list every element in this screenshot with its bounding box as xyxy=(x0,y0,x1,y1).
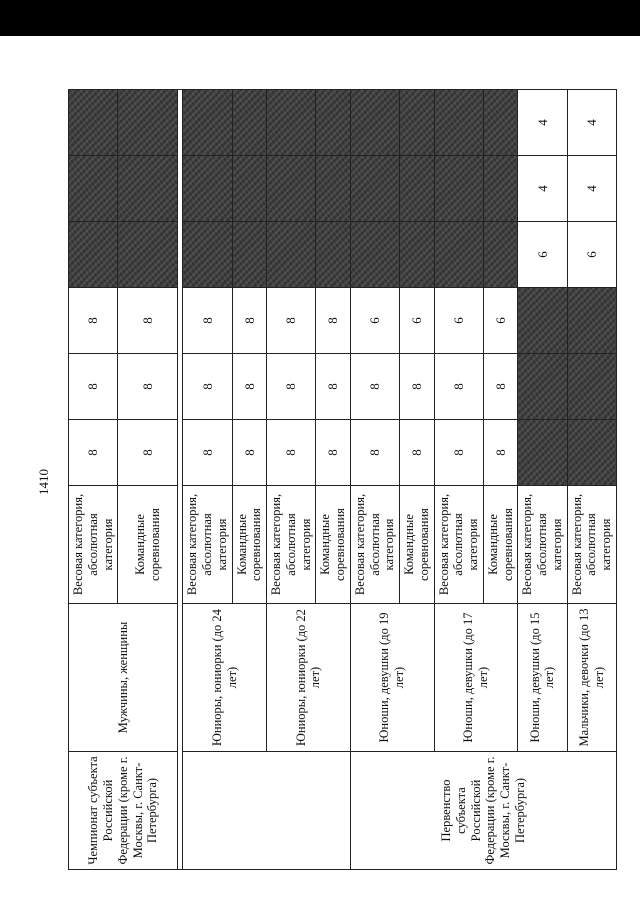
shaded-cell xyxy=(183,90,232,156)
shaded-cell xyxy=(183,222,232,288)
shaded-cell xyxy=(350,156,399,222)
discipline-cell: Весовая категория, абсолютная категория xyxy=(183,486,232,604)
value-cell: 8 xyxy=(400,354,435,420)
shaded-cell xyxy=(316,222,351,288)
discipline-cell: Командные соревнования xyxy=(118,486,178,604)
shaded-cell xyxy=(434,90,483,156)
group-cell: Юниоры, юниорки (до 24 лет) xyxy=(183,604,267,752)
shaded-cell xyxy=(483,90,518,156)
shaded-cell xyxy=(183,156,232,222)
value-cell: 6 xyxy=(483,288,518,354)
shaded-cell xyxy=(69,156,118,222)
discipline-cell: Весовая категория, абсолютная категория xyxy=(518,486,567,604)
value-cell: 8 xyxy=(316,420,351,486)
value-cell: 8 xyxy=(267,288,316,354)
shaded-cell xyxy=(434,222,483,288)
table-row xyxy=(350,90,399,870)
value-cell: 8 xyxy=(400,420,435,486)
shaded-cell xyxy=(518,354,567,420)
discipline-cell: Весовая категория, абсолютная категория xyxy=(69,486,118,604)
value-cell: 4 xyxy=(518,156,567,222)
value-cell: 8 xyxy=(316,288,351,354)
value-cell: 8 xyxy=(483,420,518,486)
table-row xyxy=(69,90,118,870)
value-cell: 6 xyxy=(400,288,435,354)
shaded-cell xyxy=(69,90,118,156)
value-cell: 6 xyxy=(434,288,483,354)
shaded-cell xyxy=(118,222,178,288)
shaded-cell xyxy=(350,90,399,156)
group-cell: Мужчины, женщины xyxy=(69,604,178,752)
value-cell: 8 xyxy=(267,354,316,420)
discipline-cell: Весовая категория, абсолютная категория xyxy=(350,486,399,604)
scan-top-border xyxy=(0,0,640,36)
rotated-table-container xyxy=(68,90,613,870)
shaded-cell xyxy=(232,90,267,156)
value-cell: 6 xyxy=(567,222,616,288)
value-cell: 8 xyxy=(69,420,118,486)
value-cell: 8 xyxy=(350,354,399,420)
value-cell: 8 xyxy=(350,420,399,486)
shaded-cell xyxy=(518,420,567,486)
value-cell: 8 xyxy=(118,354,178,420)
shaded-cell xyxy=(518,288,567,354)
shaded-cell xyxy=(267,90,316,156)
group-cell: Юноши, девушки (до 15 лет) xyxy=(518,604,567,752)
shaded-cell xyxy=(400,156,435,222)
group-cell: Юноши, девушки (до 17 лет) xyxy=(434,604,518,752)
value-cell: 8 xyxy=(118,288,178,354)
shaded-cell xyxy=(567,288,616,354)
value-cell: 8 xyxy=(434,420,483,486)
value-cell: 4 xyxy=(567,156,616,222)
group-cell: Мальчики, девочки (до 13 лет) xyxy=(567,604,616,752)
discipline-cell: Командные соревнования xyxy=(316,486,351,604)
value-cell: 8 xyxy=(118,420,178,486)
shaded-cell xyxy=(118,90,178,156)
shaded-cell xyxy=(400,222,435,288)
discipline-cell: Командные соревнования xyxy=(232,486,267,604)
value-cell: 8 xyxy=(434,354,483,420)
shaded-cell xyxy=(400,90,435,156)
event-cell-empty xyxy=(183,752,351,870)
value-cell: 8 xyxy=(69,354,118,420)
value-cell: 8 xyxy=(232,288,267,354)
shaded-cell xyxy=(267,222,316,288)
shaded-cell xyxy=(567,354,616,420)
shaded-cell xyxy=(316,156,351,222)
value-cell: 8 xyxy=(267,420,316,486)
value-cell: 8 xyxy=(483,354,518,420)
shaded-cell xyxy=(118,156,178,222)
shaded-cell xyxy=(69,222,118,288)
shaded-cell xyxy=(350,222,399,288)
discipline-cell: Весовая категория, абсолютная категория xyxy=(567,486,616,604)
value-cell: 8 xyxy=(316,354,351,420)
shaded-cell xyxy=(267,156,316,222)
shaded-cell xyxy=(232,156,267,222)
value-cell: 8 xyxy=(183,354,232,420)
value-cell: 4 xyxy=(518,90,567,156)
shaded-cell xyxy=(316,90,351,156)
value-cell: 4 xyxy=(567,90,616,156)
discipline-cell: Командные соревнования xyxy=(400,486,435,604)
value-cell: 6 xyxy=(518,222,567,288)
value-cell: 8 xyxy=(232,420,267,486)
discipline-cell: Весовая категория, абсолютная категория xyxy=(267,486,316,604)
shaded-cell xyxy=(434,156,483,222)
table-row xyxy=(183,90,232,870)
group-cell: Юноши, девушки (до 19 лет) xyxy=(350,604,434,752)
value-cell: 8 xyxy=(183,288,232,354)
shaded-cell xyxy=(232,222,267,288)
shaded-cell xyxy=(483,156,518,222)
shaded-cell xyxy=(567,420,616,486)
group-cell: Юниоры, юниорки (до 22 лет) xyxy=(267,604,351,752)
value-cell: 8 xyxy=(232,354,267,420)
value-cell: 8 xyxy=(69,288,118,354)
sports-table xyxy=(68,89,617,870)
value-cell: 6 xyxy=(350,288,399,354)
shaded-cell xyxy=(483,222,518,288)
discipline-cell: Командные соревнования xyxy=(483,486,518,604)
event-cell: Первенство субъекта Российской Федерации (кроме г. Москвы, г. Санкт-Петербурга) xyxy=(350,752,616,870)
value-cell: 8 xyxy=(183,420,232,486)
discipline-cell: Весовая категория, абсолютная категория xyxy=(434,486,483,604)
page-number: 1410 xyxy=(36,469,51,495)
event-cell: Чемпионат субъекта Российской Федерации (кроме г. Москвы, г. Санкт-Петербурга) xyxy=(69,752,178,870)
